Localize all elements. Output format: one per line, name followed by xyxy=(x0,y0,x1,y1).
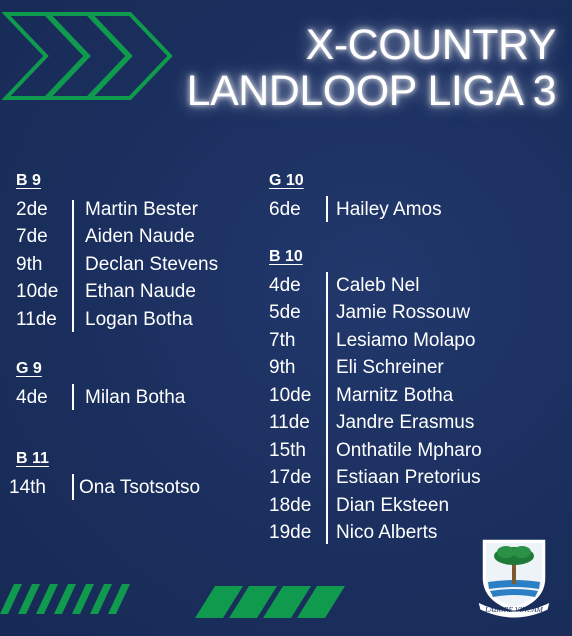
runner-name: Ona Tsotsotso xyxy=(79,477,201,498)
runner-name: Jandre Erasmus xyxy=(336,412,475,433)
position-label: 11de xyxy=(16,309,57,330)
position-label: 15th xyxy=(269,440,306,461)
position-label: 7de xyxy=(16,226,48,247)
runner-name: Declan Stevens xyxy=(85,254,219,275)
divider-line xyxy=(326,196,328,222)
position-label: 17de xyxy=(269,467,312,488)
group-heading-g9: G 9 xyxy=(16,360,42,377)
position-label: 4de xyxy=(269,275,301,296)
runner-name: Aiden Naude xyxy=(85,226,195,247)
divider-line xyxy=(72,384,74,410)
position-label: 10de xyxy=(269,385,312,406)
diagonal-stripes-decoration xyxy=(0,584,140,618)
position-label: 10de xyxy=(16,281,59,302)
group-heading-g10: G 10 xyxy=(269,172,304,189)
divider-line xyxy=(326,272,328,544)
school-crest-logo xyxy=(476,536,552,618)
position-label: 6de xyxy=(269,199,301,220)
runner-name: Dian Eksteen xyxy=(336,495,450,516)
runner-name: Nico Alberts xyxy=(336,522,438,543)
runner-name: Hailey Amos xyxy=(336,199,442,220)
runner-name: Lesiamo Molapo xyxy=(336,330,476,351)
position-label: 9th xyxy=(16,254,43,275)
title-line-2: LANDLOOP LIGA 3 xyxy=(186,67,556,115)
runner-name: Caleb Nel xyxy=(336,275,420,296)
position-label: 5de xyxy=(269,302,301,323)
divider-line xyxy=(72,474,74,500)
position-label: 9th xyxy=(269,357,296,378)
chevrons-decoration xyxy=(0,6,200,106)
runner-name: Marnitz Botha xyxy=(336,385,454,406)
group-heading-b10: B 10 xyxy=(269,248,303,265)
position-label: 11de xyxy=(269,412,310,433)
page-title xyxy=(187,22,556,114)
chevron-right-icon xyxy=(48,14,128,98)
group-heading-b11: B 11 xyxy=(16,450,49,467)
divider-line xyxy=(72,200,74,332)
position-label: 19de xyxy=(269,522,312,543)
title-line-1: X-COUNTRY xyxy=(305,21,556,69)
chevron-right-icon xyxy=(6,14,86,98)
position-label: 7th xyxy=(269,330,296,351)
position-label: 2de xyxy=(16,199,48,220)
position-label: 4de xyxy=(16,387,48,408)
diagonal-stripes-decoration xyxy=(195,586,365,620)
runner-name: Eli Schreiner xyxy=(336,357,444,378)
runner-name: Milan Botha xyxy=(85,387,186,408)
chevron-right-icon xyxy=(90,14,170,98)
runner-name: Onthatile Mpharo xyxy=(336,440,482,461)
runner-name: Jamie Rossouw xyxy=(336,302,471,323)
runner-name: Martin Bester xyxy=(85,199,198,220)
crest-motto: LABORE VINCAM xyxy=(485,605,543,614)
runner-name: Estiaan Pretorius xyxy=(336,467,481,488)
position-label: 18de xyxy=(269,495,312,516)
runner-name: Ethan Naude xyxy=(85,281,196,302)
group-heading-b9: B 9 xyxy=(16,172,41,189)
position-label: 14th xyxy=(9,477,46,498)
runner-name: Logan Botha xyxy=(85,309,193,330)
